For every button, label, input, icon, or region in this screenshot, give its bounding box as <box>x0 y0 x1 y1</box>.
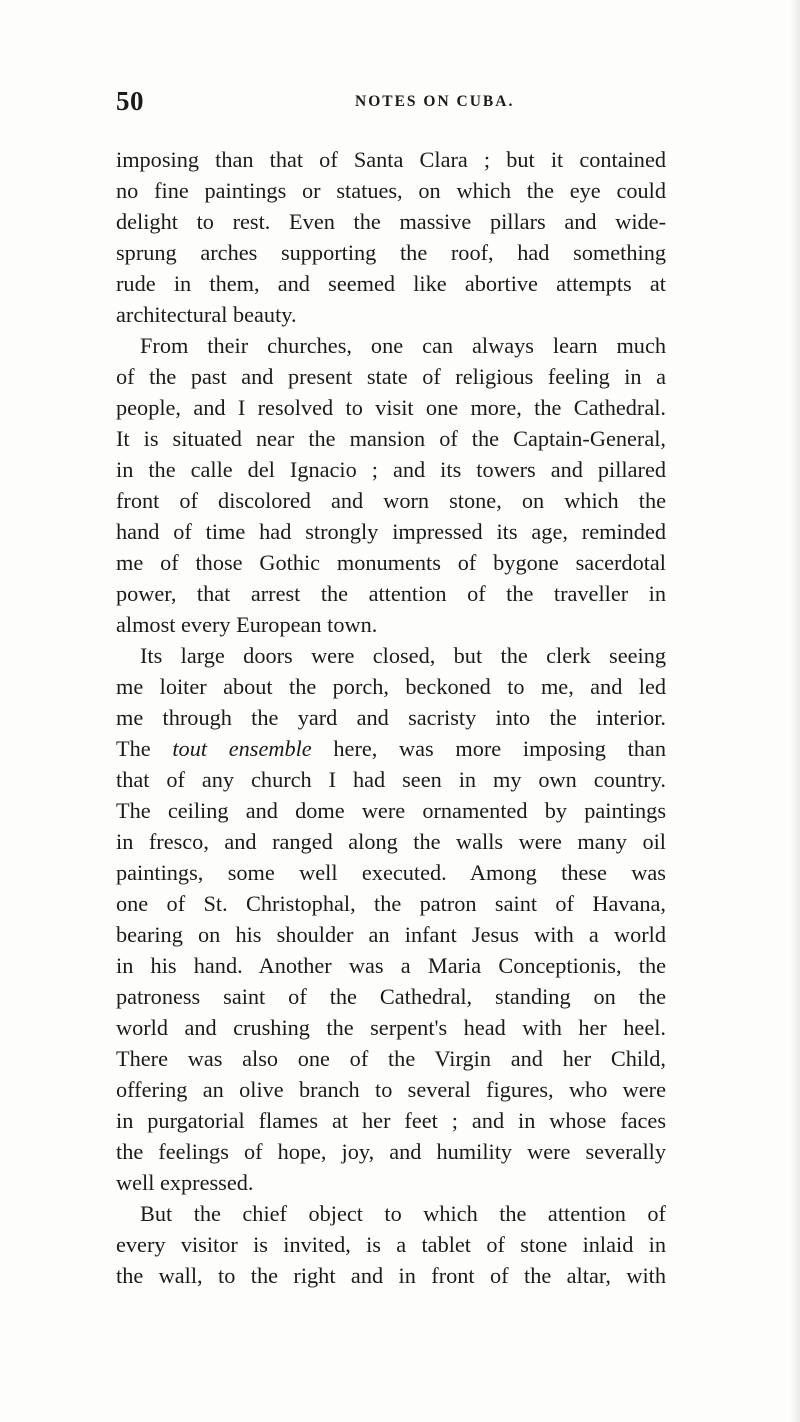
text-line: people, and I resolved to visit one more, the Cathedral. <box>116 395 666 420</box>
text-line: imposing than that of Santa Clara ; but it contained <box>116 147 666 172</box>
text-line: paintings, some well executed. Among these was <box>116 860 666 885</box>
page-number: 50 <box>116 86 144 116</box>
text-line: delight to rest. Even the massive pillars and wide- <box>116 209 666 234</box>
text-line: But the chief object to which the attention of <box>140 1201 666 1226</box>
text-line: It is situated near the mansion of the Captain-General, <box>116 426 666 451</box>
text-line: hand of time had strongly impressed its age, reminded <box>116 519 666 544</box>
text-line: of the past and present state of religious feeling in a <box>116 364 666 389</box>
text-line: in purgatorial flames at her feet ; and in whose faces <box>116 1108 666 1133</box>
text-line: front of discolored and worn stone, on which the <box>116 488 666 513</box>
text-line: There was also one of the Virgin and her Child, <box>116 1046 666 1071</box>
text-line: in his hand. Another was a Maria Conceptionis, the <box>116 953 666 978</box>
text-line: almost every European town. <box>116 612 378 637</box>
page-edge-shadow <box>790 0 800 1422</box>
text-line: bearing on his shoulder an infant Jesus with a world <box>116 922 666 947</box>
text-line: that of any church I had seen in my own country. <box>116 767 666 792</box>
text-line: world and crushing the serpent's head with her heel. <box>116 1015 666 1040</box>
text-line: sprung arches supporting the roof, had something <box>116 240 666 265</box>
text-line: in fresco, and ranged along the walls were many oil <box>116 829 666 854</box>
text-segment: The <box>116 736 173 761</box>
text-line: me loiter about the porch, beckoned to me, and led <box>116 674 666 699</box>
text-line-with-italic <box>116 733 666 764</box>
text-line: rude in them, and seemed like abortive attempts at <box>116 271 666 296</box>
text-segment: here, was more imposing than <box>311 736 666 761</box>
text-line: From their churches, one can always learn much <box>140 333 666 358</box>
page-header <box>116 84 656 118</box>
body-text <box>116 144 666 1291</box>
text-line: the wall, to the right and in front of the altar, with <box>116 1263 666 1288</box>
text-line: The ceiling and dome were ornamented by paintings <box>116 798 666 823</box>
text-line: in the calle del Ignacio ; and its towers and pillared <box>116 457 666 482</box>
text-line: architectural beauty. <box>116 302 297 327</box>
text-line: no fine paintings or statues, on which the eye could <box>116 178 666 203</box>
text-line: one of St. Christophal, the patron saint of Havana, <box>116 891 666 916</box>
text-line: power, that arrest the attention of the traveller in <box>116 581 666 606</box>
text-line: Its large doors were closed, but the clerk seeing <box>140 643 666 668</box>
text-line: offering an olive branch to several figures, who were <box>116 1077 666 1102</box>
text-line: every visitor is invited, is a tablet of stone inlaid in <box>116 1232 666 1257</box>
text-line: the feelings of hope, joy, and humility were severally <box>116 1139 666 1164</box>
text-line: me through the yard and sacristy into the interior. <box>116 705 666 730</box>
text-line: well expressed. <box>116 1170 254 1195</box>
text-line: patroness saint of the Cathedral, standing on the <box>116 984 666 1009</box>
running-head: NOTES ON CUBA. <box>355 93 515 110</box>
italic-phrase: tout ensemble <box>172 736 312 761</box>
text-line: me of those Gothic monuments of bygone sacerdotal <box>116 550 666 575</box>
